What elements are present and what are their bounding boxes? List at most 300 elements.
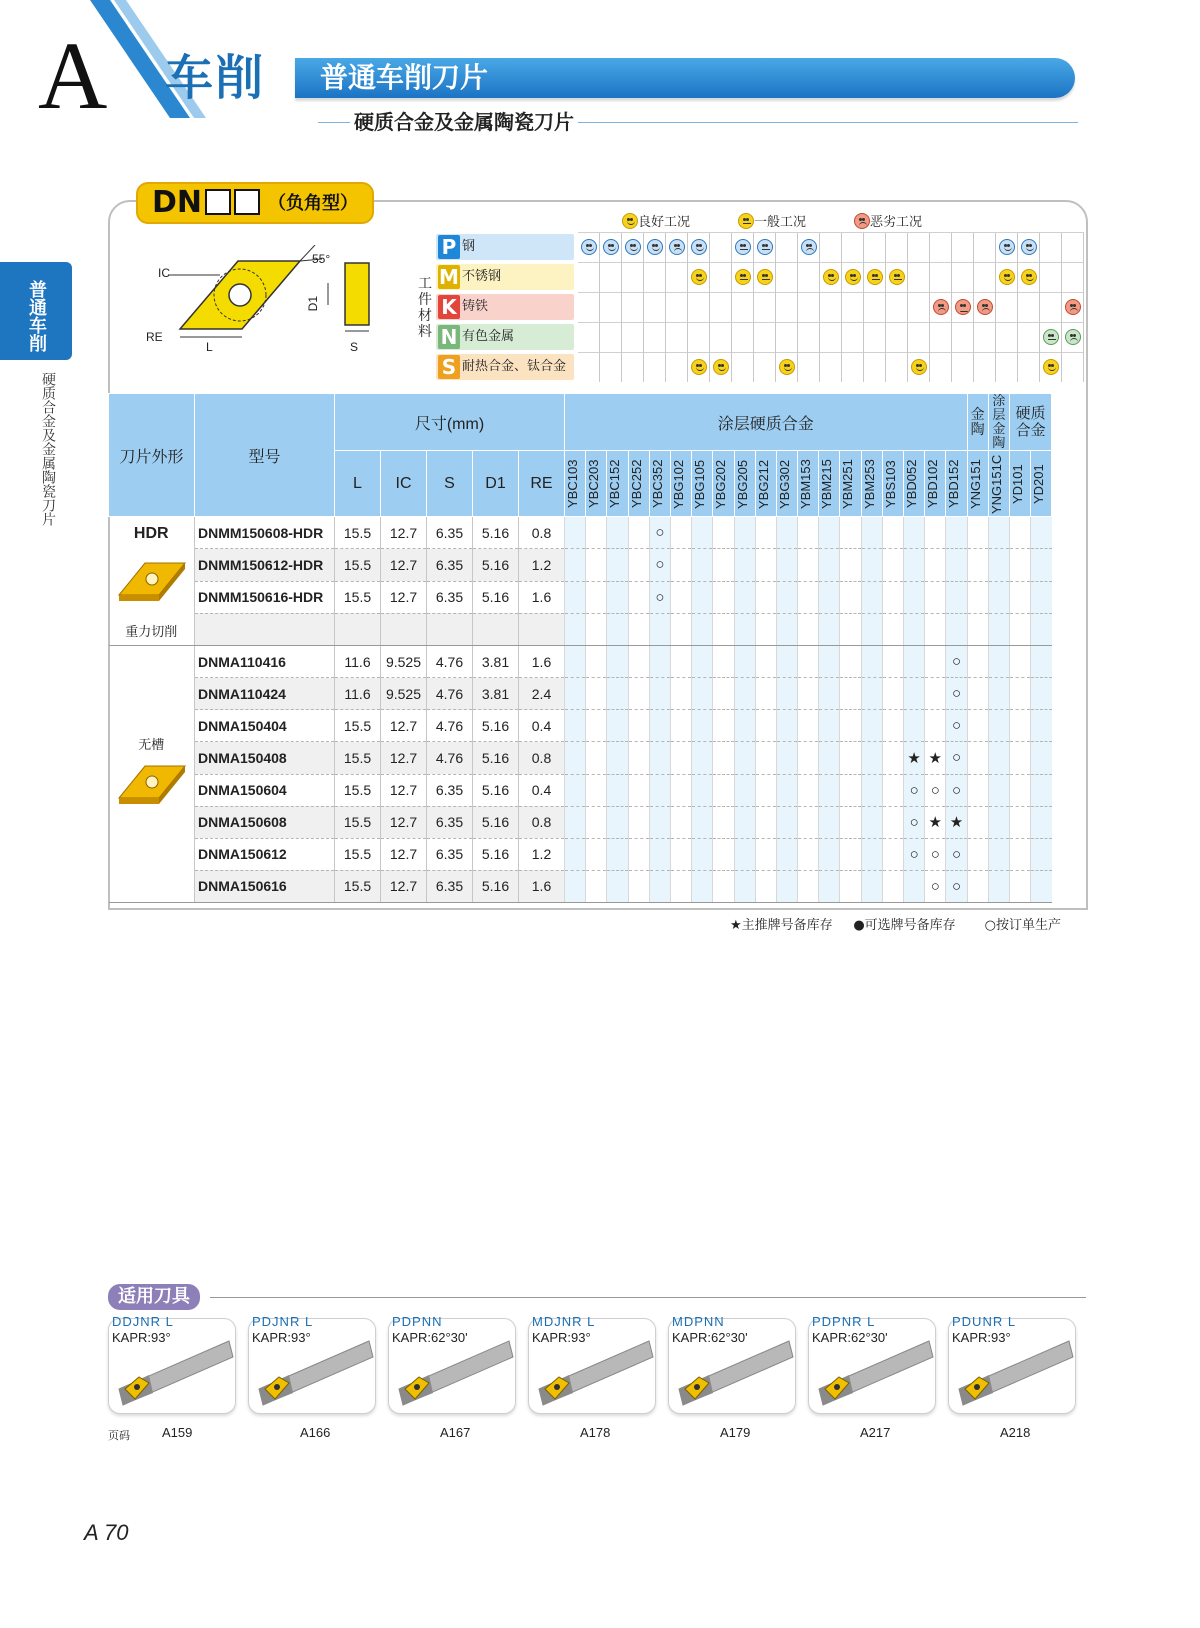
grade-cell <box>776 613 797 645</box>
model-cell: DNMM150612-HDR <box>195 549 335 581</box>
tool-kapr: KAPR:93° <box>532 1330 591 1345</box>
grade-cell <box>1031 870 1052 902</box>
grade-cell <box>776 838 797 870</box>
material-name: 耐热合金、钛合金 <box>462 359 567 374</box>
grade-cell <box>734 870 755 902</box>
grade-cell <box>713 806 734 838</box>
grade-cell <box>628 742 649 774</box>
grade-cell <box>946 710 967 742</box>
dim-cell: 15.5 <box>335 517 381 549</box>
grade-cell <box>967 678 988 710</box>
dim-cell: 4.76 <box>427 646 473 678</box>
availability-mark: ★ <box>928 814 942 832</box>
grade-cell <box>628 806 649 838</box>
material-row-M <box>416 262 1088 292</box>
page-title: 普通车削刀片 <box>320 61 489 94</box>
tool-name: PDPNR L <box>812 1314 876 1329</box>
tools-heading: 适用刀具 <box>108 1284 200 1310</box>
model-cell: DNMA150408 <box>195 742 335 774</box>
grade-cell <box>1031 742 1052 774</box>
diagram-l-label: L <box>206 340 213 354</box>
tool-kapr: KAPR:93° <box>252 1330 311 1345</box>
availability-mark: ○ <box>655 588 665 606</box>
grade-header: YBG302 <box>776 451 797 517</box>
grade-cell <box>755 870 776 902</box>
tool-page-link[interactable]: A159 <box>162 1425 193 1440</box>
grade-cell <box>861 710 882 742</box>
grade-header: YBG212 <box>755 451 776 517</box>
grade-cell <box>819 646 840 678</box>
dim-cell: 12.7 <box>381 838 427 870</box>
grade-cell <box>649 517 670 549</box>
dim-cell: 4.76 <box>427 678 473 710</box>
table-row <box>109 806 1052 838</box>
grade-cell <box>586 838 607 870</box>
grade-cell <box>565 549 586 581</box>
grade-cell <box>776 678 797 710</box>
good-smile-icon <box>911 359 927 375</box>
grade-cell <box>798 678 819 710</box>
grade-cell <box>904 774 925 806</box>
tool-kapr: KAPR:93° <box>952 1330 1011 1345</box>
dim-cell: 6.35 <box>427 774 473 806</box>
dim-cell: 5.16 <box>473 806 519 838</box>
grade-cell <box>861 549 882 581</box>
grade-cell <box>967 838 988 870</box>
good-smile-icon <box>1043 359 1059 375</box>
grade-cell <box>755 742 776 774</box>
grade-cell <box>713 517 734 549</box>
grade-cell <box>946 549 967 581</box>
grade-cell <box>840 678 861 710</box>
dim-cell: 0.8 <box>519 806 565 838</box>
grade-cell <box>776 870 797 902</box>
side-subtitle: 硬质合金及金属陶瓷刀片 <box>40 372 56 526</box>
material-label <box>436 294 574 320</box>
col-coated: 涂层硬质合金 <box>565 394 968 451</box>
dim-cell: 12.7 <box>381 870 427 902</box>
model-cell: DNMA110416 <box>195 646 335 678</box>
grade-cell <box>628 549 649 581</box>
tool-name: PDPNN <box>392 1314 443 1329</box>
grade-header: YBM251 <box>840 451 861 517</box>
grade-cell <box>819 678 840 710</box>
grade-cell <box>840 581 861 613</box>
grade-cell <box>882 710 903 742</box>
good-smile-icon <box>823 269 839 285</box>
grade-cell <box>734 742 755 774</box>
material-name: 钢 <box>462 239 476 254</box>
grade-cell <box>628 646 649 678</box>
grade-cell <box>734 806 755 838</box>
grade-cell <box>649 710 670 742</box>
badge-box-2 <box>234 189 260 215</box>
insert-type-badge <box>136 182 374 224</box>
grade-cell <box>1009 613 1030 645</box>
grade-cell <box>925 646 946 678</box>
dim-cell: 15.5 <box>335 742 381 774</box>
good-smile-icon <box>691 359 707 375</box>
table-row <box>109 517 1052 549</box>
grade-cell <box>1031 806 1052 838</box>
grade-cell <box>607 774 628 806</box>
model-cell: DNMM150608-HDR <box>195 517 335 549</box>
grade-cell <box>798 549 819 581</box>
grade-cell <box>819 838 840 870</box>
dim-cell: 15.5 <box>335 838 381 870</box>
grade-cell <box>755 646 776 678</box>
grade-cell <box>925 806 946 838</box>
grade-cell <box>882 870 903 902</box>
grade-cell <box>861 806 882 838</box>
grade-cell <box>1009 581 1030 613</box>
grade-cell <box>882 581 903 613</box>
grade-cell <box>882 613 903 645</box>
grade-cell <box>734 678 755 710</box>
notes <box>730 914 1061 933</box>
grade-cell <box>713 774 734 806</box>
grade-cell <box>734 774 755 806</box>
shape-label: HDR <box>133 525 169 542</box>
grade-cell <box>649 806 670 838</box>
availability-mark: ○ <box>951 685 961 703</box>
diagram-s-label: S <box>350 340 359 354</box>
availability-mark: ○ <box>909 813 919 831</box>
grade-cell <box>776 517 797 549</box>
dim-cell: 5.16 <box>473 517 519 549</box>
grade-cell <box>586 742 607 774</box>
grade-cell <box>607 581 628 613</box>
dim-cell: 12.7 <box>381 742 427 774</box>
shape-sublabel: 重力切削 <box>125 624 178 639</box>
grade-cell <box>925 517 946 549</box>
grade-cell <box>988 870 1009 902</box>
grade-cell <box>670 517 691 549</box>
dim-header: S <box>427 451 473 517</box>
dim-cell: 6.35 <box>427 870 473 902</box>
grade-cell <box>988 646 1009 678</box>
grade-cell <box>734 517 755 549</box>
grade-cell <box>776 806 797 838</box>
grade-cell <box>819 870 840 902</box>
note-star: ★主推牌号备库存 <box>730 918 833 933</box>
grade-cell <box>967 581 988 613</box>
material-label <box>436 324 574 350</box>
page-number: A 70 <box>84 1520 129 1545</box>
availability-mark: ○ <box>909 781 919 799</box>
material-name: 铸铁 <box>462 299 489 314</box>
grade-cell <box>755 838 776 870</box>
model-cell: DNMA110424 <box>195 678 335 710</box>
tool-page-link[interactable]: A167 <box>440 1425 471 1440</box>
grade-cell <box>946 646 967 678</box>
grade-cell <box>840 806 861 838</box>
grade-cell <box>946 806 967 838</box>
grade-cell <box>840 870 861 902</box>
dim-cell: 5.16 <box>473 710 519 742</box>
model-cell: DNMA150616 <box>195 870 335 902</box>
grade-cell <box>967 517 988 549</box>
grade-cell <box>586 710 607 742</box>
availability-mark: ○ <box>951 877 961 895</box>
grade-cell <box>776 549 797 581</box>
grade-cell <box>882 774 903 806</box>
grade-cell <box>904 517 925 549</box>
tool-page-link[interactable]: A217 <box>860 1425 891 1440</box>
grade-cell <box>967 870 988 902</box>
table-row <box>109 870 1052 902</box>
good-smile-icon <box>691 269 707 285</box>
grade-cell <box>1009 774 1030 806</box>
material-name: 不锈钢 <box>462 269 502 284</box>
grade-cell <box>840 646 861 678</box>
diagram-d1-label: D1 <box>306 296 320 312</box>
grade-cell <box>670 742 691 774</box>
grade-cell <box>1009 517 1030 549</box>
model-cell: DNMA150404 <box>195 710 335 742</box>
grade-cell <box>649 646 670 678</box>
sad-face-icon <box>933 299 949 315</box>
dim-cell: 1.2 <box>519 838 565 870</box>
grade-cell <box>1031 838 1052 870</box>
grade-cell <box>861 774 882 806</box>
table-row <box>109 678 1052 710</box>
dim-cell: 0.8 <box>519 517 565 549</box>
tools-rule <box>210 1297 1086 1298</box>
grade-cell <box>798 774 819 806</box>
grade-cell <box>925 742 946 774</box>
grade-cell <box>798 646 819 678</box>
grade-cell <box>967 742 988 774</box>
grade-cell <box>565 870 586 902</box>
material-label <box>436 354 574 380</box>
dim-cell: 5.16 <box>473 581 519 613</box>
material-row-P <box>416 232 1088 262</box>
grade-cell <box>988 613 1009 645</box>
grade-cell <box>819 581 840 613</box>
tool-page-link[interactable]: A179 <box>720 1425 751 1440</box>
grade-cell <box>1009 646 1030 678</box>
grade-cell <box>819 774 840 806</box>
grade-cell <box>607 870 628 902</box>
side-tab[interactable]: 普通车削 <box>0 262 72 360</box>
grade-cell <box>946 742 967 774</box>
grade-cell <box>882 517 903 549</box>
tool-page-link[interactable]: A178 <box>580 1425 611 1440</box>
grade-cell <box>755 581 776 613</box>
grade-cell <box>1009 806 1030 838</box>
dim-cell: 15.5 <box>335 774 381 806</box>
legend-neutral: 一般工况 <box>738 211 806 230</box>
grade-cell <box>1009 678 1030 710</box>
table-row <box>109 613 1052 645</box>
grade-cell <box>565 613 586 645</box>
grade-cell <box>755 613 776 645</box>
material-row-N <box>416 322 1088 352</box>
grade-cell <box>904 838 925 870</box>
grade-cell <box>1031 581 1052 613</box>
grade-cell <box>692 678 713 710</box>
grade-cell <box>988 549 1009 581</box>
grade-cell <box>798 710 819 742</box>
grade-cell <box>692 870 713 902</box>
dim-cell: 15.5 <box>335 870 381 902</box>
availability-mark: ○ <box>951 653 961 671</box>
grade-cell <box>607 678 628 710</box>
table-row <box>109 742 1052 774</box>
grade-cell <box>586 581 607 613</box>
grade-cell <box>628 774 649 806</box>
good-smile-icon <box>647 239 663 255</box>
grade-cell <box>755 517 776 549</box>
grade-cell <box>670 774 691 806</box>
grade-cell <box>967 549 988 581</box>
model-cell: DNMA150608 <box>195 806 335 838</box>
tool-name: PDJNR L <box>252 1314 314 1329</box>
dim-cell <box>519 613 565 645</box>
dim-cell: 12.7 <box>381 774 427 806</box>
grade-cell <box>819 549 840 581</box>
grade-cell <box>840 774 861 806</box>
good-smile-icon <box>691 239 707 255</box>
grade-cell <box>692 710 713 742</box>
grade-cell <box>925 581 946 613</box>
dim-cell <box>335 613 381 645</box>
dim-cell: 5.16 <box>473 838 519 870</box>
grade-cell <box>904 613 925 645</box>
grade-cell <box>734 838 755 870</box>
grade-cell <box>840 838 861 870</box>
grade-cell <box>713 549 734 581</box>
grade-cell <box>946 613 967 645</box>
material-letter: P <box>438 235 460 259</box>
col-model: 型号 <box>195 394 335 517</box>
grade-cell <box>925 838 946 870</box>
grade-header: YBG205 <box>734 451 755 517</box>
grade-cell <box>988 678 1009 710</box>
grade-cell <box>798 517 819 549</box>
col-size: 尺寸(mm) <box>335 394 565 451</box>
material-label <box>436 234 574 260</box>
grade-cell <box>967 710 988 742</box>
grade-cell <box>861 838 882 870</box>
spec-table <box>108 393 1052 903</box>
insert-image <box>115 760 189 810</box>
dim-cell: 1.6 <box>519 646 565 678</box>
grade-header: YD201 <box>1031 451 1052 517</box>
grade-header: YBC152 <box>607 451 628 517</box>
grade-cell <box>988 581 1009 613</box>
material-axis-label: 工件材料 <box>418 276 432 340</box>
dim-cell: 4.76 <box>427 710 473 742</box>
grade-cell <box>670 838 691 870</box>
grade-header: YBC352 <box>649 451 670 517</box>
grade-cell <box>840 710 861 742</box>
grade-cell <box>565 806 586 838</box>
neutral-face-icon <box>735 269 751 285</box>
badge-box-1 <box>205 189 231 215</box>
grade-cell <box>692 838 713 870</box>
grade-cell <box>649 838 670 870</box>
good-smile-icon <box>845 269 861 285</box>
table-row <box>109 549 1052 581</box>
grade-cell <box>628 517 649 549</box>
grade-cell <box>628 838 649 870</box>
grade-cell <box>925 870 946 902</box>
spec-table-wrap <box>108 393 1052 903</box>
grade-cell <box>1009 870 1030 902</box>
availability-mark: ○ <box>930 845 940 863</box>
grade-cell <box>565 517 586 549</box>
grade-header: YBC203 <box>586 451 607 517</box>
good-smile-icon <box>999 269 1015 285</box>
page-label: 页码 <box>108 1429 130 1442</box>
grade-cell <box>882 549 903 581</box>
grade-header: YBS103 <box>882 451 903 517</box>
dim-cell: 11.6 <box>335 646 381 678</box>
neutral-face-icon <box>889 269 905 285</box>
grade-cell <box>946 517 967 549</box>
grade-cell <box>819 710 840 742</box>
grade-cell <box>925 710 946 742</box>
grade-cell <box>904 678 925 710</box>
grade-cell <box>607 613 628 645</box>
grade-cell <box>565 742 586 774</box>
grade-header: YBG102 <box>670 451 691 517</box>
tool-name: PDUNR L <box>952 1314 1017 1329</box>
grade-cell <box>713 581 734 613</box>
grade-cell <box>861 646 882 678</box>
dim-cell: 6.35 <box>427 806 473 838</box>
grade-cell <box>692 549 713 581</box>
grade-header: YBC103 <box>565 451 586 517</box>
grade-cell <box>776 581 797 613</box>
grade-header: YD101 <box>1009 451 1030 517</box>
grade-cell <box>755 549 776 581</box>
grade-cell <box>798 581 819 613</box>
dim-cell: 6.35 <box>427 549 473 581</box>
neutral-face-icon <box>735 239 751 255</box>
grade-cell <box>755 806 776 838</box>
grade-cell <box>946 581 967 613</box>
grade-cell <box>649 613 670 645</box>
dim-cell: 5.16 <box>473 742 519 774</box>
grade-cell <box>988 742 1009 774</box>
tool-kapr: KAPR:62°30' <box>672 1330 748 1345</box>
dim-cell: 12.7 <box>381 581 427 613</box>
grade-cell <box>904 646 925 678</box>
grade-cell <box>628 613 649 645</box>
note-dot: ●可选牌号备库存 <box>853 918 956 933</box>
grade-cell <box>586 613 607 645</box>
grade-header: YBM253 <box>861 451 882 517</box>
grade-cell <box>670 613 691 645</box>
grade-cell <box>1031 549 1052 581</box>
grade-cell <box>988 806 1009 838</box>
tool-page-link[interactable]: A166 <box>300 1425 331 1440</box>
good-smile-icon <box>581 239 597 255</box>
grade-cell <box>925 549 946 581</box>
neutral-face-icon <box>738 213 754 229</box>
grade-cell <box>819 742 840 774</box>
diagram-ic-label: IC <box>158 266 170 280</box>
grade-cell <box>946 678 967 710</box>
good-smile-icon <box>603 239 619 255</box>
dim-cell: 1.6 <box>519 581 565 613</box>
availability-mark: ○ <box>655 524 665 542</box>
dim-header: IC <box>381 451 427 517</box>
tool-page-link[interactable]: A218 <box>1000 1425 1031 1440</box>
